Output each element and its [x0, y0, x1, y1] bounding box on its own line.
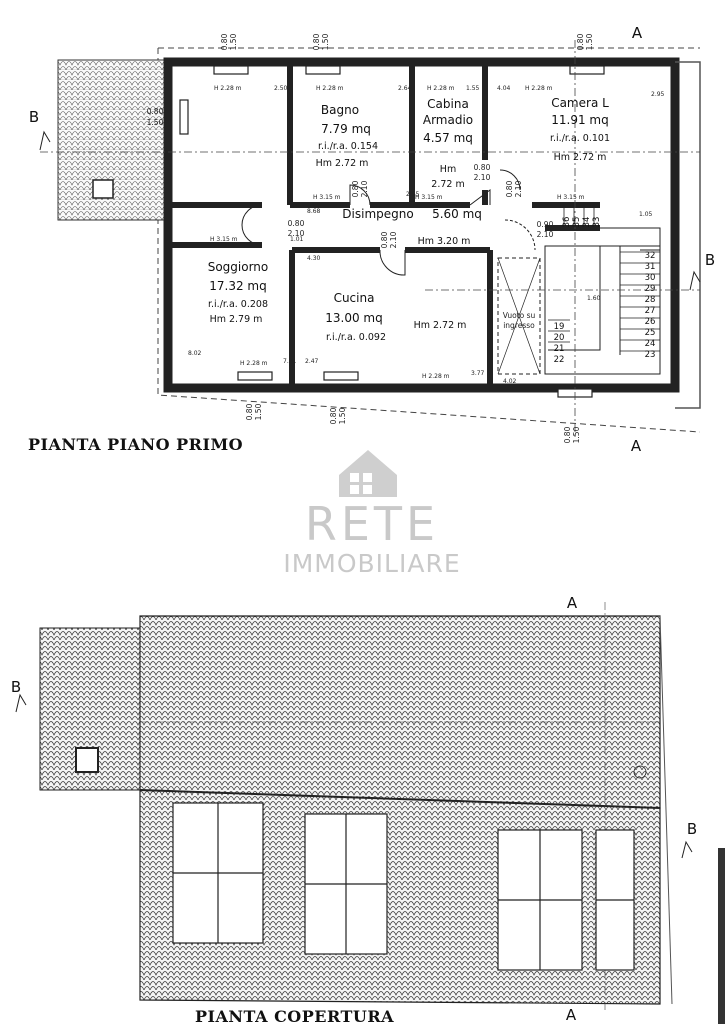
svg-text:19: 19 [553, 322, 565, 332]
height-tag: H 2.28 m [422, 373, 450, 380]
opening-height: 1.50 [146, 118, 164, 127]
svg-text:25: 25 [644, 328, 656, 338]
svg-text:2.10: 2.10 [514, 180, 523, 198]
bagno-name: Bagno [320, 103, 360, 117]
roof-edge [660, 616, 672, 1004]
opening-width: 0.80 [146, 107, 164, 116]
svg-text:0.80: 0.80 [220, 33, 229, 51]
dim-label: 3.77 [471, 370, 485, 377]
height-tag: H 2.28 m [316, 85, 344, 92]
roof-pitch-north [140, 616, 660, 808]
dim-label: 4.04 [497, 85, 511, 92]
skylight-small [76, 748, 98, 772]
svg-text:24: 24 [644, 339, 656, 349]
height-tag: H 3.15 m [557, 194, 585, 201]
dim-label: 2.85 [406, 191, 420, 198]
svg-text:31: 31 [644, 262, 656, 272]
roof-section-b-right: B [686, 820, 698, 838]
opening-height: 2.10 [287, 229, 305, 238]
staircase [498, 228, 660, 374]
section-b-left: B [28, 108, 40, 126]
dim-label: 2.64 [398, 85, 412, 92]
height-tag: H 2.28 m [214, 85, 242, 92]
svg-text:21: 21 [553, 344, 565, 354]
opening-width: 0.80 [287, 219, 305, 228]
disimpegno-height: Hm 3.20 m [417, 236, 471, 247]
svg-text:34: 34 [582, 216, 592, 228]
cabina-height-value: 2.72 m [431, 179, 465, 190]
opening-width: 0.90 [536, 220, 554, 229]
section-b-marker-left [16, 695, 26, 712]
svg-text:0.80: 0.80 [576, 33, 585, 51]
height-tag: H 2.28 m [427, 85, 455, 92]
roof-section-a-bottom: A [565, 1006, 577, 1024]
svg-text:20: 20 [553, 333, 565, 343]
svg-text:29: 29 [644, 284, 656, 294]
svg-text:0.80: 0.80 [245, 403, 254, 421]
vuoto-line-2: ingresso [503, 321, 535, 330]
rete-immobiliare-logo [283, 450, 460, 578]
svg-text:26: 26 [644, 317, 656, 327]
bagno-height: Hm 2.72 m [315, 158, 369, 169]
height-tag: H 3.15 m [313, 194, 341, 201]
cabina-name-2: Armadio [422, 113, 474, 127]
svg-text:32: 32 [644, 251, 656, 261]
bagno-ratio: r.i./r.a. 0.154 [317, 141, 379, 152]
svg-text:28: 28 [644, 295, 656, 305]
svg-text:0.80: 0.80 [329, 407, 338, 425]
soggiorno-area: 17.32 mq [209, 279, 267, 293]
dim-label: 1.01 [290, 236, 304, 243]
disimpegno-area: 5.60 mq [432, 207, 482, 221]
opening-height: 2.10 [536, 230, 554, 239]
dim-label: 4.30 [307, 255, 321, 262]
camera-ratio: r.i./r.a. 0.101 [549, 133, 611, 144]
opening-width: 0.80 [473, 163, 491, 172]
height-tag: H 2.28 m [240, 360, 268, 367]
svg-text:0.80: 0.80 [563, 426, 572, 444]
opening-height: 2.10 [473, 173, 491, 182]
svg-text:23: 23 [644, 350, 656, 360]
watermark-line-1: RETE [304, 497, 440, 551]
roof-plan [11, 594, 725, 1024]
cucina-area: 13.00 mq [325, 311, 383, 325]
section-b-right: B [704, 251, 716, 269]
dim-label: 1.55 [466, 85, 480, 92]
height-tag: H 3.15 m [210, 236, 238, 243]
cucina-height: Hm 2.72 m [413, 320, 467, 331]
dim-label: 1.05 [639, 211, 653, 218]
section-b-marker-left [40, 132, 50, 150]
dim-label: 2.50 [274, 85, 288, 92]
dim-label: 4.02 [503, 378, 517, 385]
svg-text:1.50: 1.50 [585, 33, 594, 51]
svg-text:27: 27 [644, 306, 656, 316]
cabina-height-label: Hm [439, 164, 457, 175]
cabina-area: 4.57 mq [423, 131, 473, 145]
cucina-name: Cucina [333, 291, 375, 305]
soggiorno-ratio: r.i./r.a. 0.208 [207, 299, 269, 310]
svg-text:22: 22 [553, 355, 565, 365]
roof-title: PIANTA COPERTURA [195, 1007, 395, 1024]
svg-text:30: 30 [644, 273, 656, 283]
svg-text:0.80: 0.80 [312, 33, 321, 51]
dim-label: 8.02 [188, 350, 202, 357]
svg-text:0.80: 0.80 [505, 180, 514, 198]
svg-text:33: 33 [592, 216, 602, 228]
bagno-area: 7.79 mq [321, 122, 371, 136]
section-a-top: A [631, 24, 643, 42]
watermark-line-2: IMMOBILIARE [283, 549, 461, 578]
dim-label: 2.47 [305, 358, 319, 365]
svg-text:0.80: 0.80 [351, 180, 360, 198]
roof-section-a-top: A [566, 594, 578, 612]
first-floor-title: PIANTA PIANO PRIMO [28, 435, 244, 454]
camera-name: Camera L [551, 96, 609, 110]
svg-text:36: 36 [562, 216, 572, 228]
soggiorno-height: Hm 2.79 m [209, 314, 263, 325]
dim-label: 8.68 [307, 208, 321, 215]
svg-text:2.10: 2.10 [360, 180, 369, 198]
svg-text:1.50: 1.50 [572, 426, 581, 444]
camera-area: 11.91 mq [551, 113, 609, 127]
vuoto-line-1: Vuoto su [502, 311, 536, 320]
cucina-ratio: r.i./r.a. 0.092 [325, 332, 387, 343]
svg-text:1.50: 1.50 [321, 33, 330, 51]
dim-label: 7.21 [283, 358, 297, 365]
height-tag: H 3.15 m [415, 194, 443, 201]
dim-label: 1.60 [587, 295, 601, 302]
section-a-bottom: A [630, 437, 642, 455]
svg-text:1.50: 1.50 [338, 407, 347, 425]
skylight-small [93, 180, 113, 198]
first-floor-plan [28, 24, 715, 455]
svg-text:2.10: 2.10 [389, 231, 398, 249]
svg-text:1.50: 1.50 [254, 403, 263, 421]
dim-label: 2.95 [651, 91, 665, 98]
svg-text:35: 35 [572, 216, 582, 228]
cabina-name-1: Cabina [427, 97, 469, 111]
camera-height: Hm 2.72 m [553, 152, 607, 163]
svg-text:1.50: 1.50 [229, 33, 238, 51]
section-b-marker-right [682, 842, 692, 858]
disimpegno-name: Disimpegno [342, 207, 414, 221]
svg-text:0.80: 0.80 [380, 231, 389, 249]
soggiorno-name: Soggiorno [207, 260, 269, 274]
roof-section-b-left: B [10, 678, 22, 696]
section-b-marker-right [690, 272, 700, 290]
height-tag: H 2.28 m [525, 85, 553, 92]
neighbour-wall-edge [718, 848, 725, 1024]
